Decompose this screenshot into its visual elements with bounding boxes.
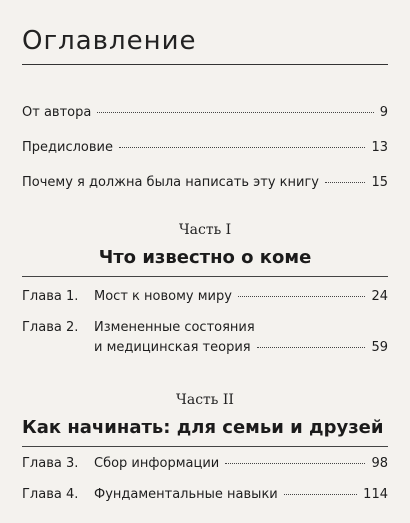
toc-chapter-3[interactable] bbox=[22, 454, 388, 474]
dot-leader bbox=[238, 296, 366, 297]
dot-leader bbox=[119, 147, 365, 148]
chapter-page: 59 bbox=[371, 340, 388, 355]
chapter-title-line: Измененные состояния bbox=[94, 320, 255, 335]
part-title: Как начинать: для семьи и друзей bbox=[22, 417, 384, 438]
toc-entry-page: 9 bbox=[379, 105, 388, 120]
dot-leader bbox=[325, 182, 365, 183]
part-number: Часть II bbox=[176, 392, 234, 408]
part-rule bbox=[22, 276, 388, 277]
toc-entry-label: Почему я должна была написать эту книгу bbox=[22, 175, 319, 190]
heading-rule bbox=[22, 64, 388, 65]
dot-leader bbox=[225, 463, 365, 464]
chapter-label: Глава 2. bbox=[22, 320, 79, 335]
toc-entry-page: 13 bbox=[371, 140, 388, 155]
chapter-title-line: и медицинская теория bbox=[94, 340, 251, 355]
toc-entry-why-write[interactable] bbox=[22, 174, 388, 192]
chapter-label: Глава 1. bbox=[22, 289, 79, 304]
chapter-title: Фундаментальные навыки bbox=[94, 487, 278, 502]
chapter-title: Мост к новому миру bbox=[94, 289, 232, 304]
dot-leader bbox=[97, 112, 373, 113]
toc-heading: Оглавление bbox=[22, 26, 197, 56]
chapter-page: 24 bbox=[371, 289, 388, 304]
toc-entry-from-author[interactable] bbox=[22, 104, 388, 122]
toc-entry-preface[interactable] bbox=[22, 139, 388, 157]
toc-entry-page: 15 bbox=[371, 175, 388, 190]
toc-chapter-4[interactable] bbox=[22, 485, 388, 505]
dot-leader bbox=[257, 347, 366, 348]
toc-chapter-2[interactable] bbox=[22, 318, 388, 358]
chapter-title: Сбор информации bbox=[94, 456, 220, 471]
part-number: Часть I bbox=[178, 222, 232, 238]
toc-chapter-1[interactable] bbox=[22, 287, 388, 307]
toc-entry-label: От автора bbox=[22, 105, 92, 120]
chapter-label: Глава 4. bbox=[22, 487, 79, 502]
part-rule bbox=[22, 446, 388, 447]
dot-leader bbox=[284, 494, 357, 495]
chapter-label: Глава 3. bbox=[22, 456, 79, 471]
part-title: Что известно о коме bbox=[98, 247, 312, 268]
toc-entry-label: Предисловие bbox=[22, 140, 113, 155]
chapter-page: 98 bbox=[371, 456, 388, 471]
chapter-page: 114 bbox=[363, 487, 388, 502]
